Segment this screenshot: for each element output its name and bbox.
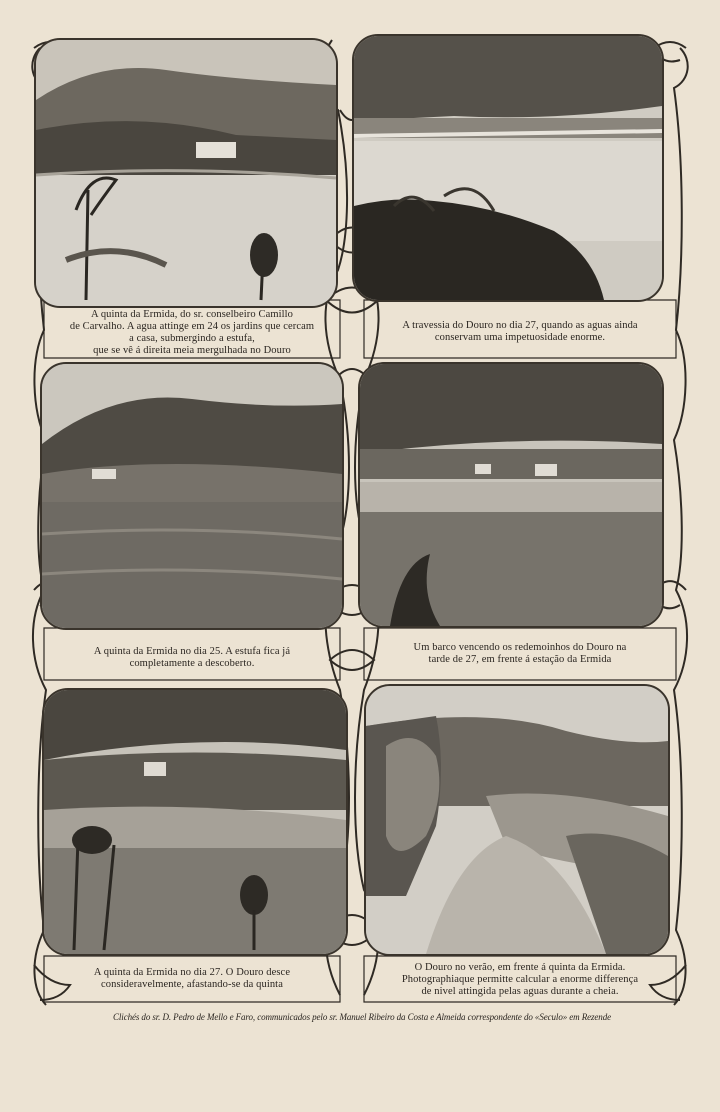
caption-bottom-left: A quinta da Ermida no dia 27. O Douro desce consideravelmente, afastando-se da quinta <box>93 967 291 990</box>
photo-boat-douro-day-27 <box>358 362 664 628</box>
photo-douro-summer <box>364 684 670 956</box>
photo-quinta-ermida-day-24 <box>34 38 338 308</box>
caption-top-left: A quinta da Ermida, do sr. conselbeiro Camillo de Carvalho. A agua attinge em 24 os jardins que cercam a casa, submergindo a estufa, que se vê á direita meia mergulhada no Douro <box>69 309 315 356</box>
photo-quinta-ermida-day-27 <box>42 688 348 956</box>
photo-quinta-ermida-day-25 <box>40 362 344 630</box>
caption-middle-right: Um barco vencendo os redemoinhos do Douro na tarde de 27, em frente á estação da Ermida <box>413 642 627 665</box>
photo-credit: Clichés do sr. D. Pedro de Mello e Faro, communicados pelo sr. Manuel Ribeiro da Costa e Almeida correspondente do «Seculo» em Rezende <box>112 1012 611 1022</box>
caption-bottom-right: O Douro no verão, em frente á quinta da Ermida. Photographiaque permitte calcular a enorme differença de nivel attingida pelas aguas durante a cheia. <box>401 962 639 997</box>
photo-douro-crossing-day-27 <box>352 34 664 302</box>
caption-top-right: A travessia do Douro no dia 27, quando as aguas ainda conservam uma impetuosidade enorme. <box>402 320 638 343</box>
caption-middle-left: A quinta da Ermida no dia 25. A estufa fica já completamente a descoberto. <box>93 646 291 669</box>
